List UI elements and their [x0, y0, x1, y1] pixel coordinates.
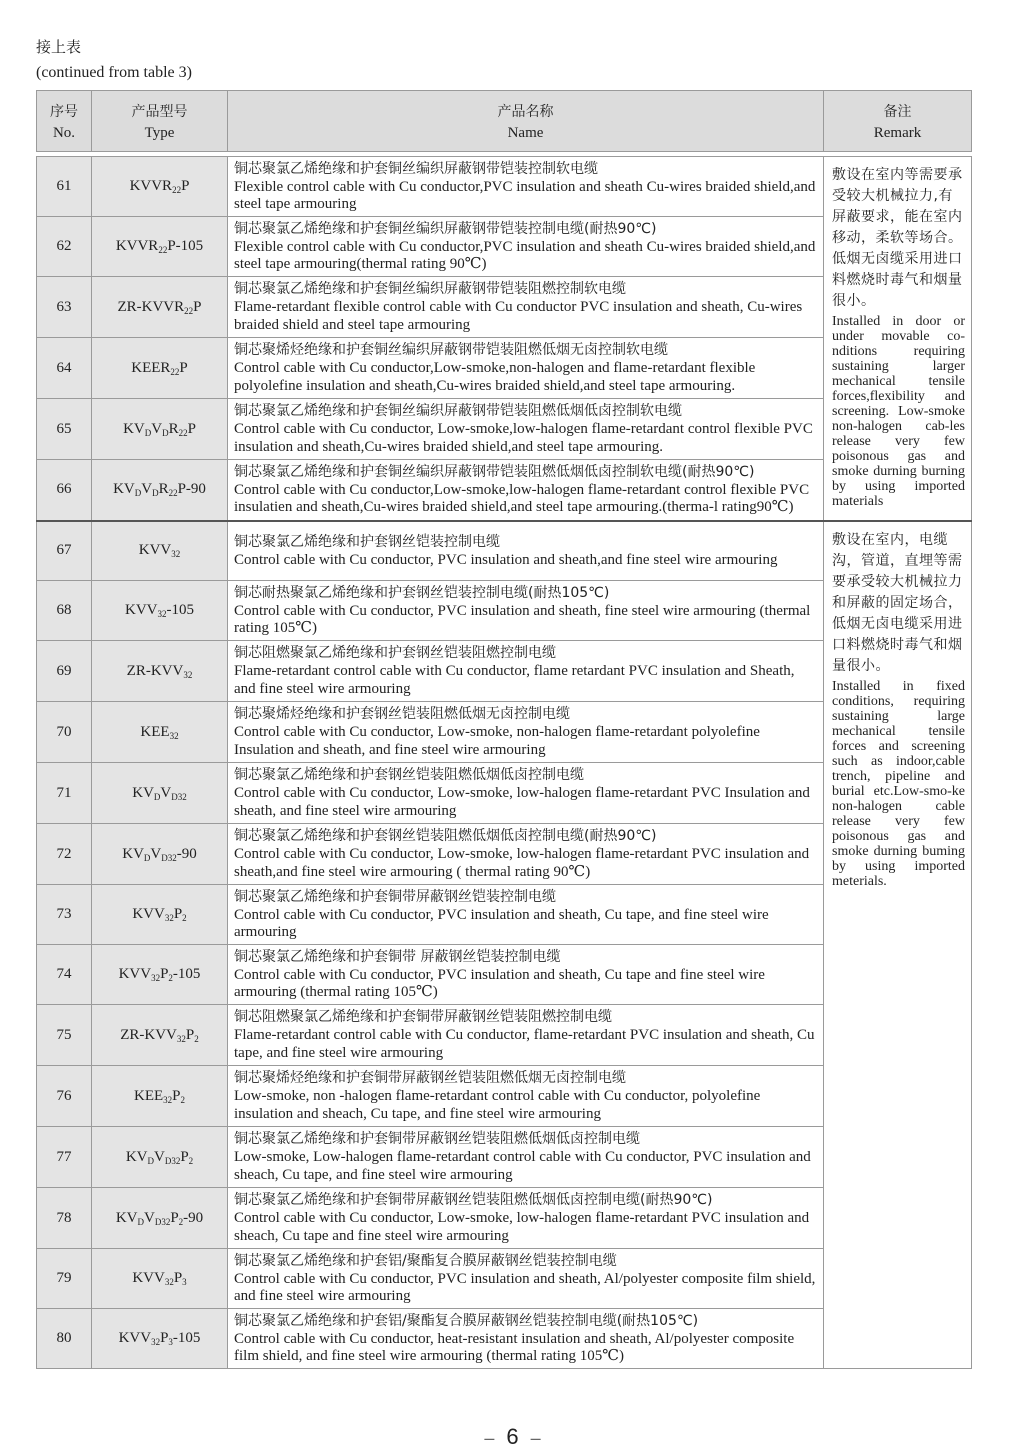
header-no [37, 91, 92, 152]
row-number: 70 [37, 702, 92, 763]
page-dash-left: – [484, 1428, 495, 1448]
row-type: $KEER_{22}P$ [92, 338, 228, 399]
header-remark-en: Remark [873, 124, 922, 141]
remark-cn: 敷设在室内，电缆沟，管道，直埋等需要承受较大机械拉力和屏蔽的固定场合，低烟无卤电缆采用进口料燃烧时毒气和烟量很小。 [832, 531, 963, 674]
row-name-en: Flame-retardant control cable with Cu conductor, flame retardant PVC insulation and Sheath, and fine steel wire armouring [234, 663, 795, 697]
row-name-en: Low-smoke, non -halogen flame-retardant control cable with Cu conductor, polyolefine insulation and sheach, Cu tape, and fine steel wire armouring [234, 1088, 761, 1122]
row-number: 78 [37, 1188, 92, 1249]
row-name-en: Control cable with Cu conductor, PVC insulation and sheath,and fine steel wire armouring [234, 551, 778, 568]
row-name [228, 1188, 824, 1249]
row-name-cn: 铜芯聚氯乙烯绝缘和护套铜带 屏蔽钢丝铠装控制电缆 [234, 948, 561, 965]
row-type: $KV_DV_DR_{22}P$ [92, 399, 228, 460]
header-name [228, 91, 824, 152]
header-type [92, 91, 228, 152]
row-type: $KVV_{32}P_3$ [92, 1249, 228, 1309]
row-name-cn: 铜芯聚氯乙烯绝缘和护套钢丝铠装控制电缆 [234, 533, 500, 550]
row-number: 79 [37, 1249, 92, 1309]
row-number: 61 [37, 157, 92, 217]
row-name-cn: 铜芯聚氯乙烯绝缘和护套钢丝铠装阻燃低烟低卤控制电缆(耐热90℃) [234, 828, 657, 844]
row-name [228, 945, 824, 1005]
row-name [228, 581, 824, 641]
row-name-en: Flexible control cable with Cu conductor,PVC insulation and sheath Cu-wires braided shield,and steel tape armouring(thermal rating 90℃) [234, 238, 816, 272]
row-name-cn: 铜芯聚氯乙烯绝缘和护套铜带屏蔽钢丝铠装阻燃低烟低卤控制电缆 [234, 1131, 640, 1147]
row-number: 80 [37, 1309, 92, 1369]
page-number [0, 1424, 1025, 1450]
row-name [228, 338, 824, 399]
row-name-cn: 铜芯聚烯烃绝缘和护套钢丝铠装阻燃低烟无卤控制电缆 [234, 706, 570, 722]
page-dash-right: – [530, 1428, 541, 1448]
row-name-cn: 铜芯阻燃聚氯乙烯绝缘和护套铜带屏蔽钢丝铠装阻燃控制电缆 [234, 1009, 612, 1025]
row-name-en: Control cable with Cu conductor, PVC insulation and sheath, Cu tape and fine steel wire armouring (thermal rating 105℃) [234, 966, 765, 1000]
row-name [228, 217, 824, 277]
row-type: $ZR-KVV_{32}P_2$ [92, 1005, 228, 1066]
row-type: $KVV_{32}P_3-105$ [92, 1309, 228, 1369]
row-type: $ZR-KVV_{32}$ [92, 641, 228, 702]
row-name-cn: 铜芯聚氯乙烯绝缘和护套铜丝编织屏蔽钢带铠装阻燃低烟低卤控制软电缆 [234, 403, 682, 419]
row-number: 63 [37, 277, 92, 338]
row-type: $KEE_{32}P_2$ [92, 1066, 228, 1127]
row-name-en: Control cable with Cu conductor, Low-smoke, low-halogen flame-retardant PVC insulation and sheach, Cu tape and fine steel wire armouring [234, 1210, 810, 1244]
row-name-cn: 铜芯聚氯乙烯绝缘和护套铜带屏蔽钢丝铠装阻燃低烟低卤控制电缆(耐热90℃) [234, 1192, 713, 1208]
row-name-en: Control cable with Cu conductor, PVC insulation and sheath, Cu tape, and fine steel wire armouring [234, 906, 769, 940]
row-name-cn: 铜芯聚氯乙烯绝缘和护套铜丝编织屏蔽钢带铠装控制软电缆 [234, 160, 598, 177]
row-number: 76 [37, 1066, 92, 1127]
row-name [228, 824, 824, 885]
row-number: 69 [37, 641, 92, 702]
header-type-en: Type [144, 124, 175, 141]
remark-cell [824, 157, 972, 521]
row-name-en: Control cable with Cu conductor, PVC insulation and sheath, fine steel wire armouring (thermal rating 105℃) [234, 602, 811, 636]
row-type: $ZR-KVVR_{22}P$ [92, 277, 228, 338]
row-name-en: Control cable with Cu conductor,Low-smoke,low-halogen flame-retardant control flexible PVC insulatien and sheath,Cu-wires braided shield,and steel tape armouring.(therma-l rating90℃) [234, 481, 810, 516]
row-name-en: Flame-retardant control cable with Cu conductor, flame-retardant PVC insulation and sheath, Cu tape, and fine steel wire armouring [234, 1027, 815, 1061]
row-name-en: Flexible control cable with Cu conductor,PVC insulation and sheath Cu-wires braided shield,and steel tape armouring [234, 178, 816, 212]
table-row [37, 521, 972, 581]
row-number: 66 [37, 460, 92, 521]
row-name-en: Control cable with Cu conductor, Low-smoke, low-halogen flame-retardant PVC Insulation and sheath, and fine steel wire armouring [234, 785, 810, 819]
row-type: $KV_DV_{D32}-90$ [92, 824, 228, 885]
product-table [36, 156, 972, 1369]
row-number: 67 [37, 521, 92, 581]
row-number: 73 [37, 885, 92, 945]
row-type: $KVV_{32}-105$ [92, 581, 228, 641]
row-type: $KVV_{32}$ [92, 521, 228, 581]
row-name-cn: 铜芯聚氯乙烯绝缘和护套铜丝编织屏蔽钢带铠装控制电缆(耐热90℃) [234, 220, 657, 237]
row-name [228, 1127, 824, 1188]
caption-cn: 接上表 [36, 38, 82, 56]
row-name-cn: 铜芯阻燃聚氯乙烯绝缘和护套钢丝铠装阻燃控制电缆 [234, 645, 556, 661]
row-type: $KEE_{32}$ [92, 702, 228, 763]
remark-en: Installed in fixed conditions, requiring sustaining large mechanical tensile forces and screening such as indoor,cable trench, pipeline and burial etc.Low-smo-ke non-halogen cable release very few poisonous gas and smoke durning buming by using imported meterials. [832, 678, 965, 889]
row-name [228, 399, 824, 460]
row-name-en: Control cable with Cu conductor,Low-smoke,non-halogen and flame-retardant flexible polyolefine insulation and sheath,Cu-wires braided shield,and steel tape armouring. [234, 360, 756, 394]
header-remark-cn: 备注 [883, 103, 912, 120]
row-name-cn: 铜芯聚氯乙烯绝缘和护套铜丝编织屏蔽钢带铠装阻燃控制软电缆 [234, 281, 626, 297]
row-name-en: Low-smoke, Low-halogen flame-retardant control cable with Cu conductor, PVC insulation and sheach, Cu tape, and fine steel wire armouring [234, 1149, 811, 1183]
row-name-cn: 铜芯聚氯乙烯绝缘和护套铝/聚酯复合膜屏蔽钢丝铠装控制电缆 [234, 1252, 617, 1269]
row-name-cn: 铜芯聚氯乙烯绝缘和护套钢丝铠装阻燃低烟低卤控制电缆 [234, 767, 584, 783]
row-name [228, 702, 824, 763]
row-name-en: Control cable with Cu conductor, Low-smoke, non-halogen flame-retardant polyolefine Insulation and sheath, and fine steel wire armouring [234, 724, 760, 758]
row-type: $KV_DV_{D32}$ [92, 763, 228, 824]
row-name [228, 277, 824, 338]
row-number: 65 [37, 399, 92, 460]
row-name-cn: 铜芯耐热聚氯乙烯绝缘和护套钢丝铠装控制电缆(耐热105℃) [234, 584, 610, 601]
row-name [228, 1309, 824, 1369]
header-remark [824, 91, 972, 152]
page-number-value: 6 [506, 1424, 519, 1449]
row-number: 77 [37, 1127, 92, 1188]
row-type: $KV_DV_{D32}P_2-90$ [92, 1188, 228, 1249]
row-type: $KVV_{32}P_2-105$ [92, 945, 228, 1005]
row-name-cn: 铜芯聚氯乙烯绝缘和护套铝/聚酯复合膜屏蔽钢丝铠装控制电缆(耐热105℃) [234, 1312, 699, 1329]
row-name-en: Flame-retardant flexible control cable with Cu conductor PVC insulation and sheath, Cu-wires braided shield and steel tape armouring [234, 299, 803, 333]
table-row [37, 157, 972, 217]
remark-en: Installed in door or under movable co-nditions requiring sustaining larger mechanical tensile forces,flexibility and screening. Low-smoke non-halogen cab-les release very few poisonous gas and smoke durning burning by using imported materials [832, 314, 965, 509]
header-name-cn: 产品名称 [497, 103, 554, 120]
remark-cn: 敷设在室内等需要承受较大机械拉力,有屏蔽要求，能在室内移动，柔软等场合。低烟无卤缆采用进口料燃烧时毒气和烟量很小。 [832, 167, 963, 309]
remark-cell [824, 521, 972, 1369]
row-type: $KVV_{32}P_2$ [92, 885, 228, 945]
row-name [228, 460, 824, 521]
row-name-en: Control cable with Cu conductor, heat-resistant insulation and sheath, Al/polyester composite film shield, and fine steel wire armouring (thermal rating 105℃) [234, 1330, 795, 1364]
header-type-cn: 产品型号 [131, 103, 188, 120]
row-name [228, 763, 824, 824]
row-number: 68 [37, 581, 92, 641]
row-number: 71 [37, 763, 92, 824]
row-name [228, 1066, 824, 1127]
row-type: $KV_DV_{D32}P_2$ [92, 1127, 228, 1188]
row-name [228, 885, 824, 945]
row-number: 62 [37, 217, 92, 277]
row-name-cn: 铜芯聚烯烃绝缘和护套铜带屏蔽钢丝铠装阻燃低烟无卤控制电缆 [234, 1070, 626, 1086]
row-name-cn: 铜芯聚氯乙烯绝缘和护套铜带屏蔽钢丝铠装控制电缆 [234, 888, 556, 905]
row-number: 64 [37, 338, 92, 399]
header-name-en: Name [507, 124, 544, 141]
row-name [228, 1005, 824, 1066]
row-name-en: Control cable with Cu conductor, Low-smoke, low-halogen flame-retardant PVC insulation and sheath,and fine steel wire armouring ( thermal rating 90℃) [234, 846, 810, 880]
table-header [36, 90, 972, 152]
header-no-cn: 序号 [50, 103, 78, 120]
row-name [228, 1249, 824, 1309]
row-name [228, 521, 824, 581]
row-name-en: Control cable with Cu conductor, PVC insulation and sheath, Al/polyester composite film shield, and fine steel wire armouring [234, 1270, 816, 1304]
row-name-cn: 铜芯聚氯乙烯绝缘和护套铜丝编织屏蔽钢带铠装阻燃低烟低卤控制软电缆(耐热90℃) [234, 463, 755, 480]
row-name-cn: 铜芯聚烯烃绝缘和护套铜丝编织屏蔽钢带铠装阻燃低烟无卤控制软电缆 [234, 342, 668, 358]
row-type: $KVVR_{22}P-105$ [92, 217, 228, 277]
row-number: 72 [37, 824, 92, 885]
row-name [228, 641, 824, 702]
row-type: $KV_DV_DR_{22}P-90$ [92, 460, 228, 521]
header-no-en: No. [52, 124, 76, 141]
row-number: 74 [37, 945, 92, 1005]
row-name [228, 157, 824, 217]
row-type: $KVVR_{22}P$ [92, 157, 228, 217]
row-name-en: Control cable with Cu conductor, Low-smoke,low-halogen flame-retardant control flexible PVC insulation and sheath,Cu-wires braided shield,and steel tape armouring. [234, 421, 813, 455]
caption-en: (continued from table 3) [36, 64, 192, 81]
row-number: 75 [37, 1005, 92, 1066]
